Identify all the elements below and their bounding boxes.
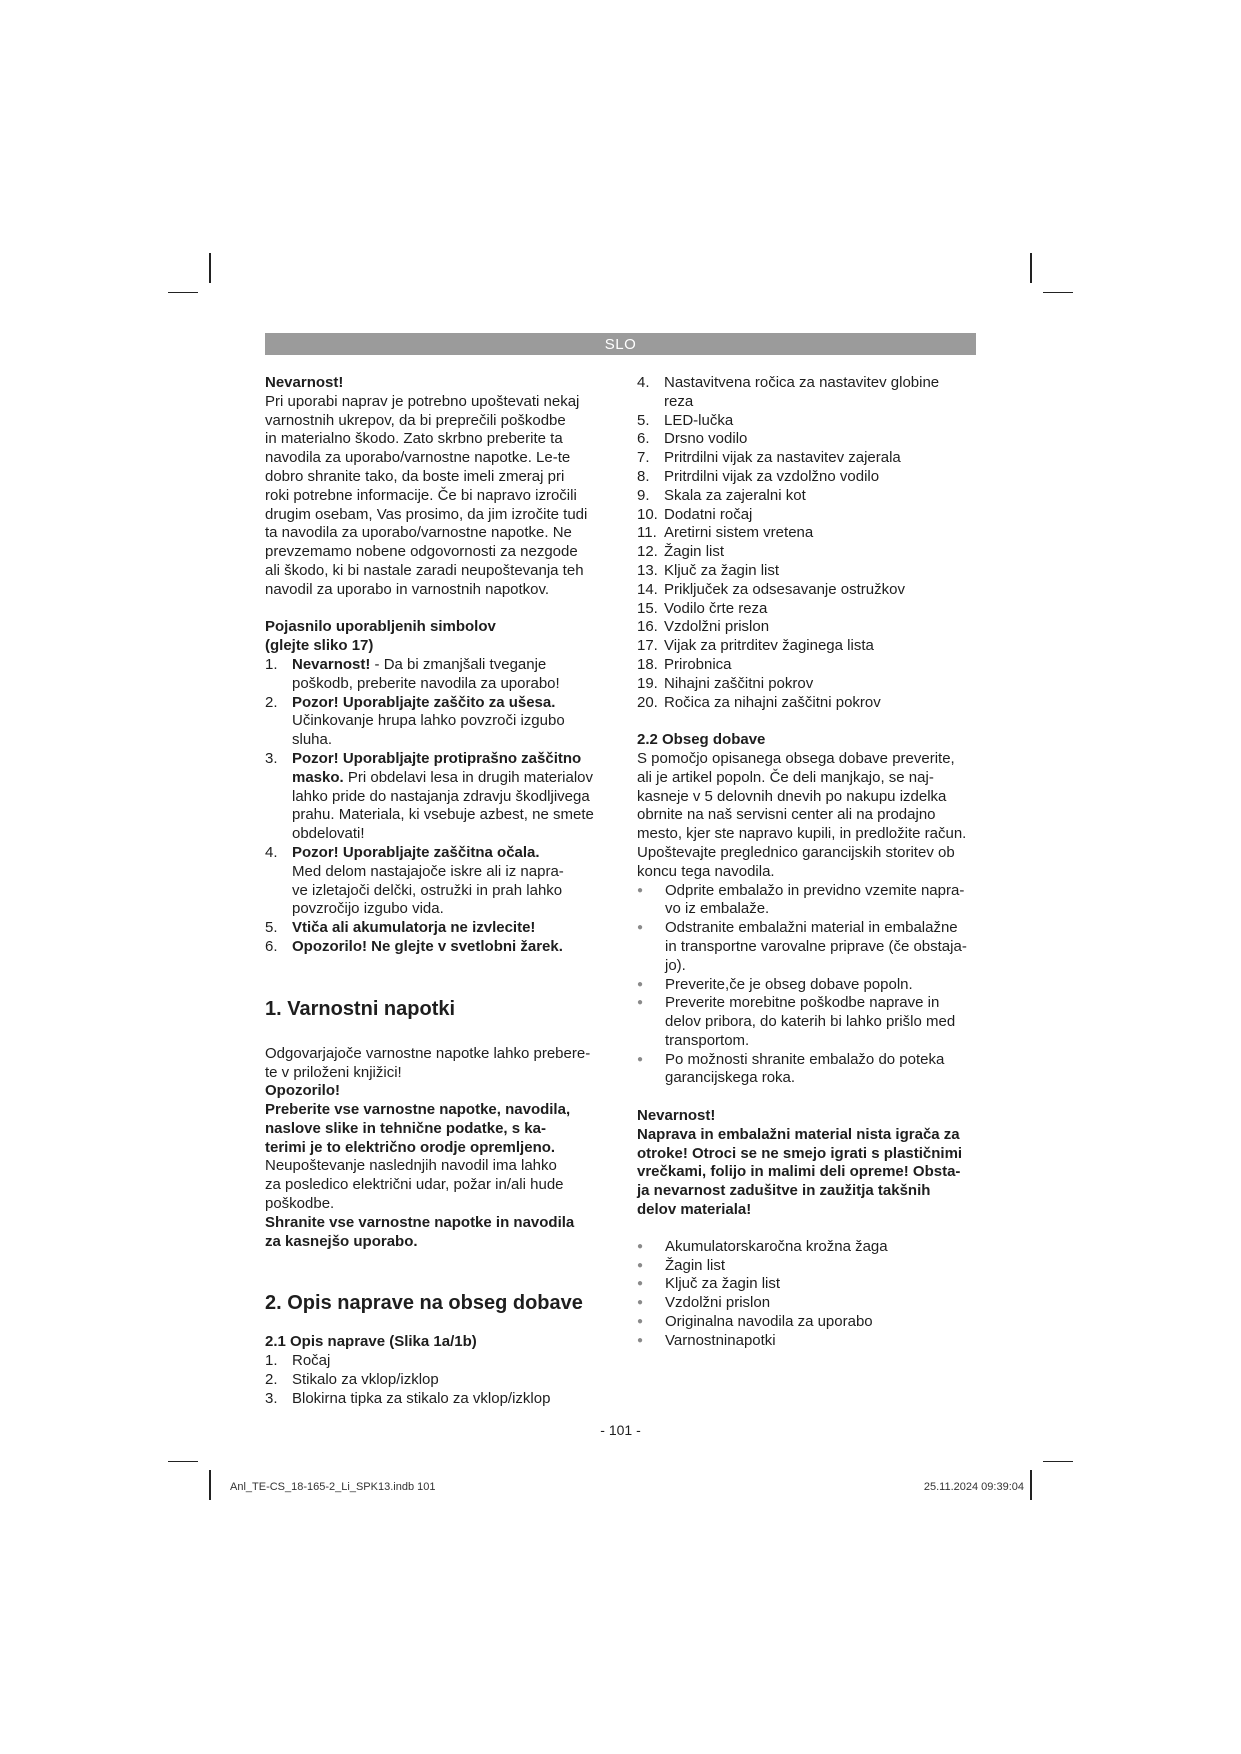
list-item bbox=[265, 1352, 610, 1371]
list-item bbox=[637, 543, 982, 562]
list-text: jo). bbox=[665, 956, 686, 974]
list-text: poškodb, preberite navodila za uporabo! bbox=[292, 674, 560, 692]
list-number: 18. bbox=[637, 655, 658, 673]
list-bold-text: Nevarnost! bbox=[292, 655, 371, 673]
list-text: Pritrdilni vijak za vzdolžno vodilo bbox=[664, 467, 880, 485]
list-number: 1. bbox=[265, 1352, 278, 1370]
list-text: Dodatni ročaj bbox=[664, 505, 753, 523]
left-column bbox=[265, 374, 610, 1409]
text-line: Preberite vse varnostne napotke, navodila, bbox=[265, 1101, 571, 1119]
symbols-title: Pojasnilo uporabljenih simbolov bbox=[265, 618, 496, 636]
list-item bbox=[265, 694, 610, 750]
crop-mark bbox=[1030, 1470, 1032, 1500]
list-item bbox=[637, 581, 982, 600]
list-number: 10. bbox=[637, 505, 658, 523]
list-item bbox=[265, 656, 610, 694]
list-item bbox=[637, 468, 982, 487]
list-number: 14. bbox=[637, 580, 658, 598]
symbols-list bbox=[265, 656, 610, 957]
text-line: prevzemamo nobene odgovornosti za nezgode bbox=[265, 543, 578, 561]
parts-list-rest bbox=[637, 374, 982, 712]
text-line: roki potrebne informacije. Če bi napravo izročili bbox=[265, 486, 577, 504]
list-item bbox=[265, 938, 610, 957]
list-item: ● Akumulatorskaročna krožna žaga bbox=[637, 1238, 982, 1257]
text-line: navodila za uporabo/varnostne napotke. Le-te bbox=[265, 449, 571, 467]
text-line: Pri uporabi naprav je potrebno upoštevati nekaj bbox=[265, 392, 580, 410]
list-number: 6. bbox=[265, 937, 278, 955]
text-line: S pomočjo opisanega obsega dobave preverite, bbox=[637, 749, 955, 767]
list-number: 5. bbox=[265, 919, 278, 937]
crop-mark bbox=[1030, 253, 1032, 283]
text-line: ali škodo, ki bi nastale zaradi neupoštevanja teh bbox=[265, 561, 584, 579]
text-line: obrnite na naš servisni center ali na prodajno bbox=[637, 806, 936, 824]
text-line: delov materiala! bbox=[637, 1201, 752, 1219]
text-line: za posledico električni udar, požar in/ali hude bbox=[265, 1176, 564, 1194]
text-line: drugim osebam, Vas prosimo, da jim izročite tudi bbox=[265, 505, 588, 523]
list-bold-text: masko. bbox=[292, 768, 344, 786]
list-item bbox=[265, 750, 610, 844]
list-item bbox=[637, 506, 982, 525]
subsection-2-2-title: 2.2 Obseg dobave bbox=[637, 731, 766, 749]
list-text: Pritrdilni vijak za nastavitev zajerala bbox=[664, 449, 901, 467]
symbols-subtitle: (glejte sliko 17) bbox=[265, 637, 374, 655]
list-text: Prirobnica bbox=[664, 655, 732, 673]
list-number: 1. bbox=[265, 655, 278, 673]
text-line: za kasnejšo uporabo. bbox=[265, 1232, 418, 1250]
list-text: transportom. bbox=[665, 1031, 750, 1049]
list-text: ● Odstranite embalažni material in embalažne bbox=[665, 919, 958, 937]
text-line: naslove slike in tehnične podatke, s ka- bbox=[265, 1119, 546, 1137]
list-item bbox=[637, 1051, 982, 1089]
list-bold-text: Pozor! Uporabljajte protiprašno zaščitno bbox=[292, 749, 582, 767]
list-item: ● Originalna navodila za uporabo bbox=[637, 1313, 982, 1332]
list-number: 12. bbox=[637, 543, 658, 561]
list-text: LED-lučka bbox=[664, 411, 734, 429]
section-2-title: 2. Opis naprave na obseg dobave bbox=[265, 1292, 583, 1315]
list-item bbox=[637, 882, 982, 920]
list-number: 2. bbox=[265, 1371, 278, 1389]
list-item bbox=[637, 637, 982, 656]
list-text: Ročica za nihajni zaščitni pokrov bbox=[664, 693, 881, 711]
list-item bbox=[637, 562, 982, 581]
crop-mark bbox=[209, 253, 211, 283]
text-line: in materialno škodo. Zato skrbno preberite ta bbox=[265, 430, 563, 448]
list-item bbox=[265, 844, 610, 919]
text-line: otroke! Otroci se ne smejo igrati s plastičnimi bbox=[637, 1144, 963, 1162]
list-text: ● Odprite embalažo in previdno vzemite napra- bbox=[665, 881, 965, 899]
list-text: - Da bi zmanjšali tveganje bbox=[370, 655, 547, 673]
list-item: ● Vzdolžni prislon bbox=[637, 1294, 982, 1313]
list-item bbox=[637, 994, 982, 1050]
crop-mark bbox=[209, 1470, 211, 1500]
list-text: Skala za zajeralni kot bbox=[664, 486, 806, 504]
text-line: kasneje v 5 delovnih dnevih po nakupu izdelka bbox=[637, 787, 947, 805]
check-list bbox=[637, 882, 982, 1089]
danger-text bbox=[265, 393, 610, 600]
list-text: Med delom nastajajoče iskre ali iz napra- bbox=[292, 862, 564, 880]
text-line: terimi je to električno orodje opremljeno. bbox=[265, 1138, 556, 1156]
list-item bbox=[637, 919, 982, 975]
list-text: Učinkovanje hrupa lahko povzroči izgubo bbox=[292, 712, 565, 730]
list-number: 13. bbox=[637, 561, 658, 579]
text-line: Odgovarjajoče varnostne napotke lahko prebere- bbox=[265, 1044, 591, 1062]
list-item bbox=[637, 412, 982, 431]
danger-title: Nevarnost! bbox=[265, 374, 344, 391]
list-item: ● Žagin list bbox=[637, 1257, 982, 1276]
list-number: 3. bbox=[265, 749, 278, 767]
list-item bbox=[637, 976, 982, 995]
crop-mark bbox=[1043, 292, 1073, 293]
list-text: povzročijo izgubo vida. bbox=[292, 900, 444, 918]
text-line: koncu tega navodila. bbox=[637, 862, 775, 880]
list-item bbox=[637, 618, 982, 637]
text-line: Naprava in embalažni material nista igrača za bbox=[637, 1125, 960, 1143]
footer-timestamp: 25.11.2024 09:39:04 bbox=[923, 1481, 1024, 1493]
list-text: Aretirni sistem vretena bbox=[664, 524, 814, 542]
crop-mark bbox=[168, 292, 198, 293]
list-text: in transportne varovalne priprave (če obstaja- bbox=[665, 937, 967, 955]
crop-mark bbox=[168, 1461, 198, 1462]
list-text: Ročaj bbox=[292, 1352, 331, 1370]
list-text: Žagin list bbox=[664, 543, 725, 561]
right-column bbox=[637, 374, 982, 1351]
list-text: vo iz embalaže. bbox=[665, 900, 770, 918]
list-item bbox=[637, 430, 982, 449]
list-item bbox=[265, 1390, 610, 1409]
list-item bbox=[637, 524, 982, 543]
parts-list-first bbox=[265, 1352, 610, 1408]
text-line: dobro shranite tako, da boste imeli zmeraj pri bbox=[265, 467, 565, 485]
text-line: Shranite vse varnostne napotke in navodila bbox=[265, 1213, 575, 1231]
list-bold-text: Pozor! Uporabljajte zaščito za ušesa. bbox=[292, 693, 556, 711]
text-line: ja nevarnost zadušitve in zaužitja takšnih bbox=[637, 1182, 931, 1200]
list-bold-text: Pozor! Uporabljajte zaščitna očala. bbox=[292, 843, 540, 861]
list-text: Vodilo črte reza bbox=[664, 599, 768, 617]
list-text: Pri obdelavi lesa in drugih materialov bbox=[343, 768, 593, 786]
text-line: varnostnih ukrepov, da bi preprečili poškodbe bbox=[265, 411, 566, 429]
list-item bbox=[265, 919, 610, 938]
list-item bbox=[637, 600, 982, 619]
text-line: ta navodila za uporabo/varnostne napotke. Ne bbox=[265, 524, 572, 542]
footer-filename: Anl_TE-CS_18-165-2_Li_SPK13.indb 101 bbox=[230, 1481, 436, 1493]
list-number: 17. bbox=[637, 637, 658, 655]
list-number: 2. bbox=[265, 693, 278, 711]
list-text: Priključek za odsesavanje ostružkov bbox=[664, 580, 905, 598]
list-bold-text: Opozorilo! Ne glejte v svetlobni žarek. bbox=[292, 937, 563, 955]
list-text: ● Preverite,če je obseg dobave popoln. bbox=[665, 975, 913, 993]
list-number: 6. bbox=[637, 430, 650, 448]
list-number: 8. bbox=[637, 467, 650, 485]
list-text: Nihajni zaščitni pokrov bbox=[664, 674, 814, 692]
list-bold-text: Vtiča ali akumulatorja ne izvlecite! bbox=[292, 919, 536, 937]
list-item: ● Varnostninapotki bbox=[637, 1332, 982, 1351]
list-text: Stikalo za vklop/izklop bbox=[292, 1371, 439, 1389]
list-text: lahko pride do nastajanja zdravju škodljivega bbox=[292, 787, 590, 805]
list-number: 4. bbox=[637, 374, 650, 391]
list-item bbox=[637, 374, 982, 412]
list-text: Drsno vodilo bbox=[664, 430, 748, 448]
text-line: Upoštevajte preglednico garancijskih storitev ob bbox=[637, 843, 955, 861]
text-line: poškodbe. bbox=[265, 1195, 335, 1213]
language-header-bar: SLO bbox=[265, 333, 976, 355]
list-text: sluha. bbox=[292, 731, 333, 749]
list-item bbox=[637, 656, 982, 675]
text-line: ali je artikel popoln. Če deli manjkajo, se naj- bbox=[637, 768, 934, 786]
list-number: 15. bbox=[637, 599, 658, 617]
page-number: - 101 - bbox=[600, 1422, 641, 1438]
danger-2-title: Nevarnost! bbox=[637, 1107, 716, 1125]
list-item bbox=[637, 449, 982, 468]
list-text: Blokirna tipka za stikalo za vklop/izklop bbox=[292, 1389, 551, 1407]
list-item bbox=[637, 694, 982, 713]
list-item bbox=[637, 675, 982, 694]
text-line: navodil za uporabo in varnostnih napotkov. bbox=[265, 580, 550, 598]
list-text: Ključ za žagin list bbox=[664, 561, 780, 579]
list-number: 9. bbox=[637, 486, 650, 504]
list-text: prahu. Materiala, ki vsebuje azbest, ne smete bbox=[292, 806, 594, 824]
list-text: ● Preverite morebitne poškodbe naprave in bbox=[665, 994, 940, 1012]
list-number: 4. bbox=[265, 843, 278, 861]
list-text: ● Po možnosti shranite embalažo do poteka bbox=[665, 1050, 945, 1068]
list-number: 19. bbox=[637, 674, 658, 692]
crop-mark bbox=[1043, 1461, 1073, 1462]
list-item bbox=[637, 487, 982, 506]
text-line: te v priloženi knjižici! bbox=[265, 1063, 402, 1081]
section-1-title: 1. Varnostni napotki bbox=[265, 997, 456, 1020]
warning-title: Opozorilo! bbox=[265, 1082, 340, 1100]
list-number: 3. bbox=[265, 1389, 278, 1407]
list-text: reza bbox=[664, 392, 694, 410]
list-number: 7. bbox=[637, 449, 650, 467]
list-text: Vzdolžni prislon bbox=[664, 618, 770, 636]
list-number: 20. bbox=[637, 693, 658, 711]
list-item bbox=[265, 1371, 610, 1390]
list-number: 16. bbox=[637, 618, 658, 636]
text-line: mesto, kjer ste napravo kupili, in predložite račun. bbox=[637, 825, 967, 843]
contents-list bbox=[637, 1238, 982, 1351]
list-text: garancijskega roka. bbox=[665, 1069, 796, 1087]
list-number: 11. bbox=[637, 524, 657, 542]
list-text: delov pribora, do katerih bi lahko prišlo med bbox=[665, 1013, 956, 1031]
list-text: ve izletajoči delčki, ostružki in prah lahko bbox=[292, 881, 563, 899]
list-text: Vijak za pritrditev žaginega lista bbox=[664, 637, 874, 655]
list-text: Nastavitvena ročica za nastavitev globine bbox=[664, 374, 940, 391]
list-text: obdelovati! bbox=[292, 825, 365, 843]
text-line: vrečkami, folijo in malimi deli opreme! Obsta- bbox=[637, 1163, 961, 1181]
list-number: 5. bbox=[637, 411, 650, 429]
subsection-2-1-title: 2.1 Opis naprave (Slika 1a/1b) bbox=[265, 1333, 477, 1351]
text-line: Neupoštevanje naslednjih navodil ima lahko bbox=[265, 1157, 557, 1175]
list-item: ● Ključ za žagin list bbox=[637, 1275, 982, 1294]
